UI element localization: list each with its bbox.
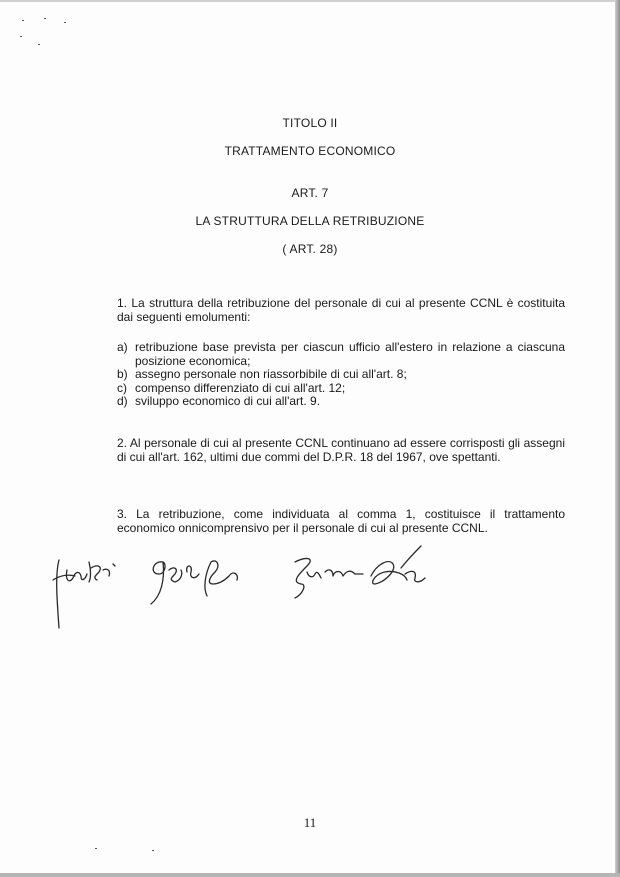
list-text: retribuzione base prevista per ciascun ufficio all'estero in relazione a ciascuna posizione economica; <box>135 340 565 368</box>
scan-speck <box>38 44 40 45</box>
titolo-heading: TITOLO II <box>282 116 338 130</box>
scan-edge-top <box>0 0 620 2</box>
list-text: sviluppo economico di cui all'art. 9. <box>135 394 321 408</box>
article-reference: ( ART. 28) <box>282 242 338 256</box>
signature-3 <box>205 561 237 596</box>
scan-speck <box>95 848 97 849</box>
list-item <box>117 395 565 409</box>
emolument-list <box>117 341 565 409</box>
paragraph-1: 1. La struttura della retribuzione del personale di cui al presente CCNL è costituita dai seguenti emolumenti: <box>117 296 565 324</box>
scan-speck <box>64 22 66 23</box>
list-text: compenso differenziato di cui all'art. 12; <box>135 380 346 395</box>
paragraph-3: 3. La retribuzione, come individuata al comma 1, costituisce il trattamento economico onnicomprensivo per il personale di cui al presente CCNL. <box>117 507 565 535</box>
list-item <box>117 341 565 368</box>
scan-edge-right <box>615 0 620 877</box>
section-subtitle: TRATTAMENTO ECONOMICO <box>224 144 396 158</box>
list-item <box>117 382 565 396</box>
article-number: ART. 7 <box>291 186 329 200</box>
scan-speck <box>152 850 154 851</box>
list-marker: a) <box>117 340 128 354</box>
list-marker: c) <box>117 380 127 395</box>
signature-4 <box>295 559 363 598</box>
handwritten-signatures <box>45 540 435 635</box>
signature-5 <box>371 546 425 584</box>
signature-2 <box>151 562 199 604</box>
paragraph-2: 2. Al personale di cui al presente CCNL continuano ad essere corrisposti gli assegni di cui all'art. 162, ultimi due commi del D.P.R. 18 del 1967, ove spettanti. <box>117 436 565 464</box>
scan-speck <box>44 18 46 19</box>
scan-edge-bottom <box>0 873 620 877</box>
list-text: assegno personale non riassorbibile di cui all'art. 8; <box>135 367 407 381</box>
article-title: LA STRUTTURA DELLA RETRIBUZIONE <box>195 214 425 228</box>
list-marker: d) <box>117 394 128 408</box>
list-marker: b) <box>117 367 128 381</box>
page-number: 11 <box>303 815 317 830</box>
list-item <box>117 368 565 382</box>
signature-1 <box>53 560 115 628</box>
scan-speck <box>22 20 24 21</box>
scan-speck <box>20 36 22 37</box>
